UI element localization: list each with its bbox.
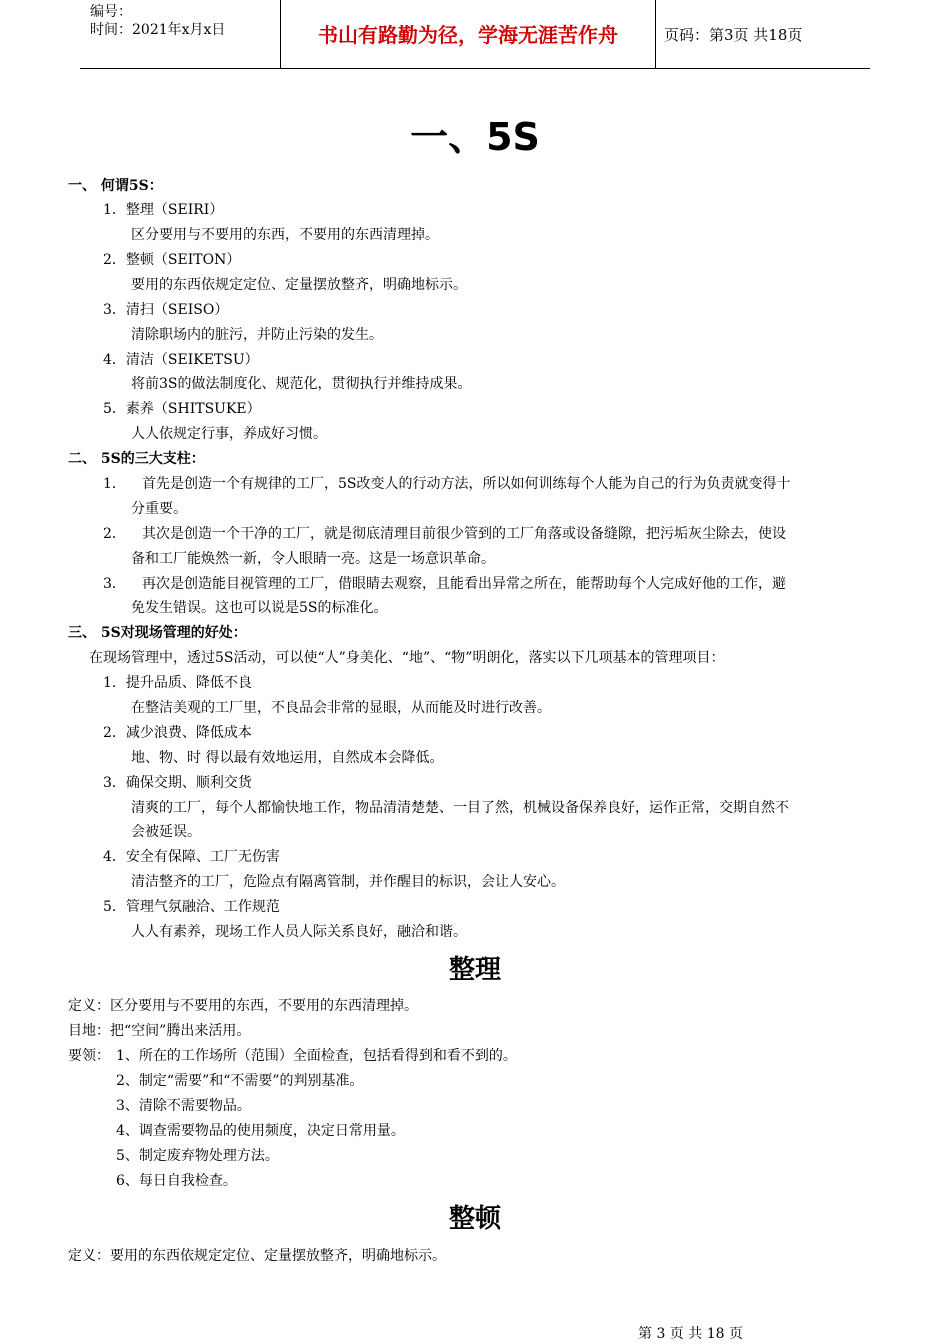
list-item: 1．提升品质、降低不良 (103, 675, 252, 691)
motto: 书山有路勤为径，学海无涯苦作舟 (318, 23, 618, 47)
list-item-desc: 地、物、时 得以最有效地运用，自然成本会降低。 (131, 750, 444, 766)
list-item-desc: 区分要用与不要用的东西，不要用的东西清理掉。 (131, 227, 439, 243)
list-item: 4．安全有保障、工厂无伤害 (103, 849, 280, 865)
section-intro: 在现场管理中，透过5S活动，可以使“人”身美化、“地”、“物”明朗化，落实以下几项基本的管理项目： (89, 650, 725, 666)
list-item-desc: 清除职场内的脏污，并防止污染的发生。 (131, 327, 383, 343)
list-item: 再次是创造能目视管理的工厂，借眼睛去观察，且能看出异常之所在，能帮助每个人完成好他的工作，避 (142, 576, 786, 592)
purpose: 目地：把“空间”腾出来活用。 (68, 1023, 251, 1039)
list-item-desc: 要用的东西依规定定位、定量摆放整齐，明确地标示。 (131, 277, 467, 293)
list-item-cont: 备和工厂能焕然一新，令人眼睛一亮。这是一场意识革命。 (131, 551, 495, 567)
list-item-desc: 人人有素养，现场工作人员人际关系良好，融洽和谐。 (131, 924, 467, 940)
list-item: 2．减少浪费、降低成本 (103, 725, 252, 741)
list-item-cont: 免发生错误。这也可以说是5S的标准化。 (131, 600, 388, 616)
list-item: 其次是创造一个干净的工厂，就是彻底清理目前很少管到的工厂角落或设备缝隙，把污垢灰尘除去，使设 (142, 526, 786, 542)
list-item-number: 3． (103, 576, 126, 592)
list-item: 首先是创造一个有规律的工厂，5S改变人的行动方法，所以如何训练每个人能为自己的行为负责就变得十 (142, 476, 791, 492)
list-item-desc: 清洁整齐的工厂，危险点有隔离管制，并作醒目的标识，会让人安心。 (131, 874, 565, 890)
points-label: 要领： (68, 1048, 110, 1064)
list-item-cont: 会被延误。 (131, 824, 201, 840)
list-item-number: 2． (103, 526, 126, 542)
list-item: 1．整理（SEIRI） (103, 202, 224, 218)
section-heading: 三、 5S对现场管理的好处： (68, 625, 247, 641)
header-info-cell (80, 0, 280, 68)
header-page-cell (656, 0, 870, 68)
list-item-desc: 人人依规定行事，养成好习惯。 (131, 426, 327, 442)
list-item-desc: 在整洁美观的工厂里，不良品会非常的显眼，从而能及时进行改善。 (131, 700, 551, 716)
list-item-desc: 清爽的工厂，每个人都愉快地工作，物品清清楚楚、一目了然，机械设备保养良好，运作正常，交期自然不 (131, 800, 789, 816)
list-item-cont: 分重要。 (131, 501, 187, 517)
date-label: 时间：2021年x月x日 (90, 22, 226, 38)
number-label: 编号： (90, 4, 132, 20)
section-heading: 一、 何谓5S： (68, 178, 163, 194)
definition: 定义：要用的东西依规定定位、定量摆放整齐，明确地标示。 (68, 1248, 446, 1264)
page-header (80, 0, 870, 69)
list-item: 4、调查需要物品的使用频度，决定日常用量。 (116, 1123, 405, 1139)
subsection-title: 整理 (448, 955, 501, 985)
list-item: 3．确保交期、顺利交货 (103, 775, 252, 791)
list-item: 1、所在的工作场所（范围）全面检查，包括看得到和看不到的。 (116, 1048, 517, 1064)
list-item: 4．清洁（SEIKETSU） (103, 352, 259, 368)
definition: 定义：区分要用与不要用的东西，不要用的东西清理掉。 (68, 998, 418, 1014)
list-item: 3、清除不需要物品。 (116, 1098, 251, 1114)
list-item-desc: 将前3S的做法制度化、规范化，贯彻执行并维持成果。 (131, 376, 472, 392)
list-item: 5．管理气氛融洽、工作规范 (103, 899, 280, 915)
list-item: 3．清扫（SEISO） (103, 302, 229, 318)
section-heading: 二、 5S的三大支柱： (68, 451, 205, 467)
list-item: 2、制定“需要”和“不需要”的判别基准。 (116, 1073, 364, 1089)
list-item: 5、制定废弃物处理方法。 (116, 1148, 279, 1164)
list-item: 6、每日自我检查。 (116, 1173, 237, 1189)
page-footer: 第 3 页 共 18 页 (638, 1326, 743, 1342)
list-item-number: 1． (103, 476, 126, 492)
subsection-title: 整顿 (448, 1204, 501, 1234)
page-label: 页码：第3页 共18页 (664, 26, 803, 44)
list-item: 5．素养（SHITSUKE） (103, 401, 261, 417)
list-item: 2．整顿（SEITON） (103, 252, 241, 268)
header-motto-cell (280, 0, 656, 68)
page-title: 一、5S (410, 115, 540, 159)
